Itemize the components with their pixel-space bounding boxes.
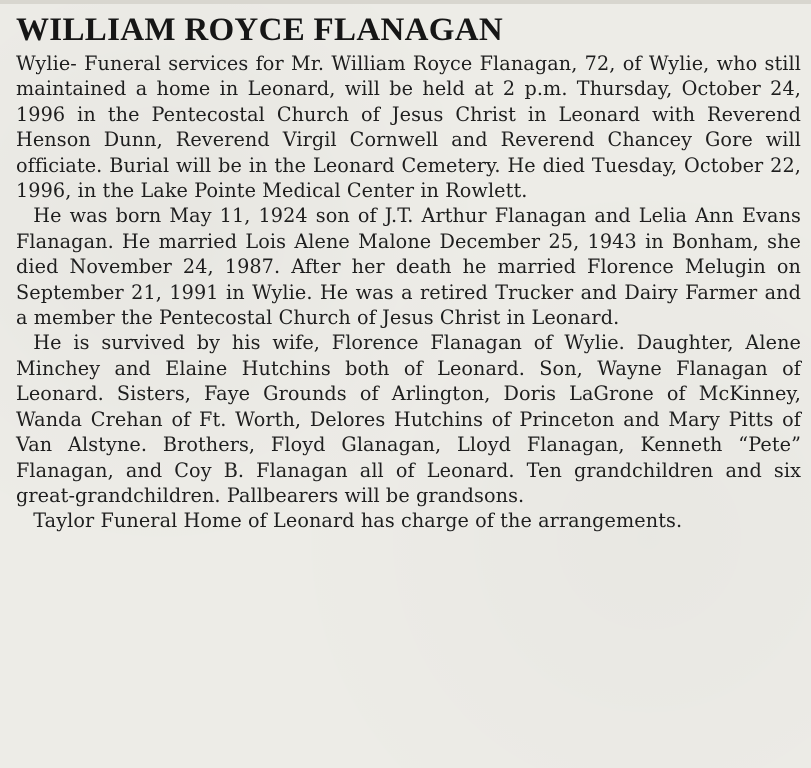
obituary-paragraph-arrangements: Taylor Funeral Home of Leonard has charge of the arrangements. <box>33 509 683 533</box>
obituary-paragraph-biography: He was born May 11, 1924 son of J.T. Arthur Flanagan and Lelia Ann Evans Flanagan. He married Lois Alene Malone December 25, 1943 in Bonham, she died November 24, 1987. After her death he married Florence Melugin on September 21, 1991 in Wylie. He was a retired Trucker and Dairy Farmer and a member the Pentecostal Church of Jesus Christ in Leonard. <box>16 204 801 330</box>
obituary-paragraph-survivors: He is survived by his wife, Florence Flanagan of Wylie. Daughter, Alene Minchey and Elaine Hutchins both of Leonard. Son, Wayne Flanagan of Leonard. Sisters, Faye Grounds of Arlington, Doris LaGrone of McKinney, Wanda Crehan of Ft. Worth, Delores Hutchins of Princeton and Mary Pitts of Van Alstyne. Brothers, Floyd Glanagan, Lloyd Flanagan, Kenneth “Pete” Flanagan, and Coy B. Flanagan all of Leonard. Ten grandchildren and six great-grandchildren. Pallbearers will be grandsons. <box>16 331 801 507</box>
obituary-paragraph-service: Wylie- Funeral services for Mr. William Royce Flanagan, 72, of Wylie, who still maintained a home in Leonard, will be held at 2 p.m. Thursday, October 24, 1996 in the Pentecostal Church of Jesus Christ in Leonard with Reverend Henson Dunn, Reverend Virgil Cornwell and Reverend Chancey Gore will officiate. Burial will be in the Leonard Cemetery. He died Tuesday, October 22, 1996, in the Lake Pointe Medical Center in Rowlett. <box>16 52 801 203</box>
clipping-top-edge <box>0 0 811 4</box>
obituary-body <box>16 51 801 534</box>
obituary-headline: WILLIAM ROYCE FLANAGAN <box>16 12 503 48</box>
